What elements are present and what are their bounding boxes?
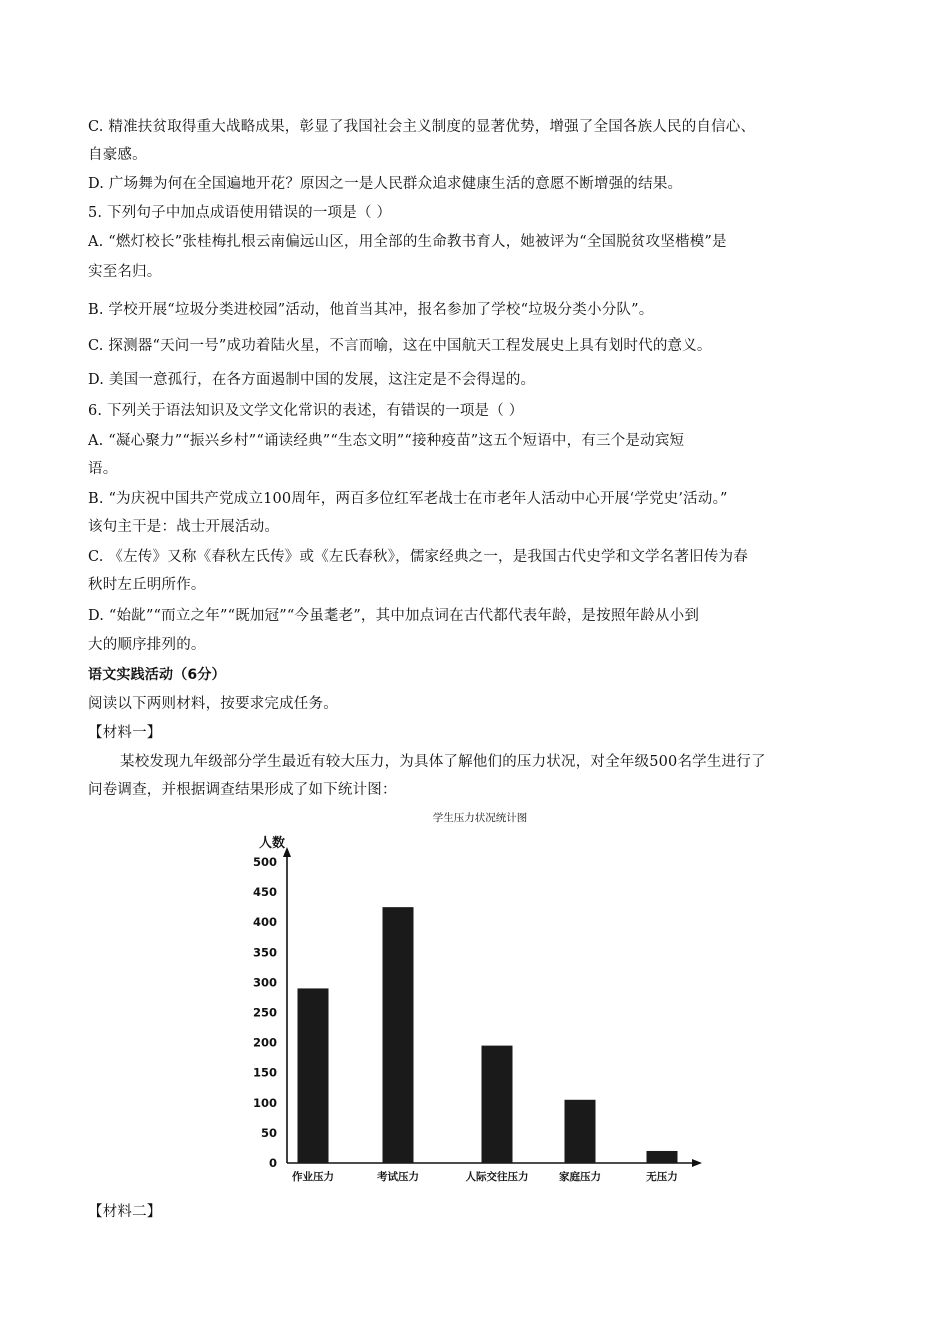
q5-option-d-line: D. 美国一意孤行，在各方面遏制中国的发展，这注定是不会得逞的。 (88, 372, 536, 388)
y-tick-label: 450 (252, 885, 277, 900)
x-tick-label: 人际交往压力 (465, 1171, 529, 1183)
bar (647, 1151, 678, 1163)
question-6-stem: 6. 下列关于语法知识及文学文化常识的表述，有错误的一项是（ ） (88, 403, 524, 419)
q5-option-c-line: C. 探测器“天问一号”成功着陆火星，不言而喻，这在中国航天工程发展史上具有划时代的意义。 (88, 338, 712, 354)
bar (565, 1100, 596, 1163)
y-tick-label: 300 (252, 975, 277, 990)
x-axis-arrow (692, 1159, 702, 1167)
y-tick-label: 350 (252, 945, 277, 960)
q6-option-d-line-2: 大的顺序排列的。 (88, 637, 206, 653)
chart-title: 学生压力状况统计图 (432, 812, 528, 824)
y-tick-label: 150 (252, 1065, 277, 1080)
material-1-paragraph-line-1: 某校发现九年级部分学生最近有较大压力，为具体了解他们的压力状况，对全年级500名学生进行了 (120, 754, 766, 770)
bar (298, 988, 329, 1163)
stress-bar-chart (240, 805, 720, 1195)
q6-option-a-line-1: A. “凝心聚力”“振兴乡村”“诵读经典”“生态文明”“接种疫苗”这五个短语中，有三个是动宾短 (88, 433, 685, 449)
y-tick-label: 400 (252, 915, 277, 930)
material-2-label: 【材料二】 (88, 1204, 162, 1220)
bar (383, 907, 414, 1163)
x-tick-label: 作业压力 (292, 1171, 334, 1183)
chart-svg (240, 805, 720, 1195)
y-tick-label: 0 (268, 1156, 277, 1170)
q5-option-a-line-2: 实至名归。 (88, 264, 162, 280)
q5-option-a-line-1: A. “燃灯校长”张桂梅扎根云南偏远山区，用全部的生命教书育人，她被评为“全国脱贫攻坚楷模”是 (88, 234, 727, 250)
material-1-label: 【材料一】 (88, 725, 162, 741)
x-tick-label: 家庭压力 (559, 1171, 601, 1183)
bar (482, 1046, 513, 1163)
option-c-line-1: C. 精准扶贫取得重大战略成果，彰显了我国社会主义制度的显著优势，增强了全国各族人民的自信心、 (88, 119, 756, 135)
instruction-text: 阅读以下两则材料，按要求完成任务。 (88, 696, 338, 712)
q6-option-c-line-1: C. 《左传》又称《春秋左氏传》或《左氏春秋》，儒家经典之一，是我国古代史学和文学名著旧传为春 (88, 549, 748, 565)
y-tick-label: 250 (252, 1005, 277, 1020)
option-d-line: D. 广场舞为何在全国遍地开花？原因之一是人民群众追求健康生活的意愿不断增强的结果。 (88, 176, 683, 192)
y-tick-label: 500 (252, 855, 277, 869)
y-tick-label: 50 (260, 1125, 277, 1140)
y-tick-label: 100 (252, 1095, 277, 1110)
y-axis-label: 人数 (258, 836, 286, 851)
option-c-line-2: 自豪感。 (88, 147, 147, 163)
q5-option-b-line: B. 学校开展“垃圾分类进校园”活动，他首当其冲，报名参加了学校“垃圾分类小分队”。 (88, 302, 654, 318)
q6-option-d-line-1: D. “始龀”“而立之年”“既加冠”“今虽耄老”，其中加点词在古代都代表年龄，是按照年龄从小到 (88, 608, 700, 624)
question-5-stem: 5. 下列句子中加点成语使用错误的一项是（ ） (88, 205, 392, 221)
x-tick-label: 考试压力 (377, 1171, 419, 1183)
y-tick-label: 200 (252, 1035, 277, 1050)
q6-option-c-line-2: 秋时左丘明所作。 (88, 577, 206, 593)
material-1-paragraph-line-2: 问卷调查，并根据调查结果形成了如下统计图： (88, 782, 397, 798)
q6-option-b-line-2: 该句主干是：战士开展活动。 (88, 519, 280, 535)
q6-option-a-line-2: 语。 (88, 461, 118, 477)
q6-option-b-line-1: B. “为庆祝中国共产党成立100周年，两百多位红军老战士在市老年人活动中心开展‘学党史’活动。” (88, 491, 728, 507)
x-tick-label: 无压力 (646, 1171, 678, 1183)
section-title: 语文实践活动（6分） (88, 667, 226, 683)
